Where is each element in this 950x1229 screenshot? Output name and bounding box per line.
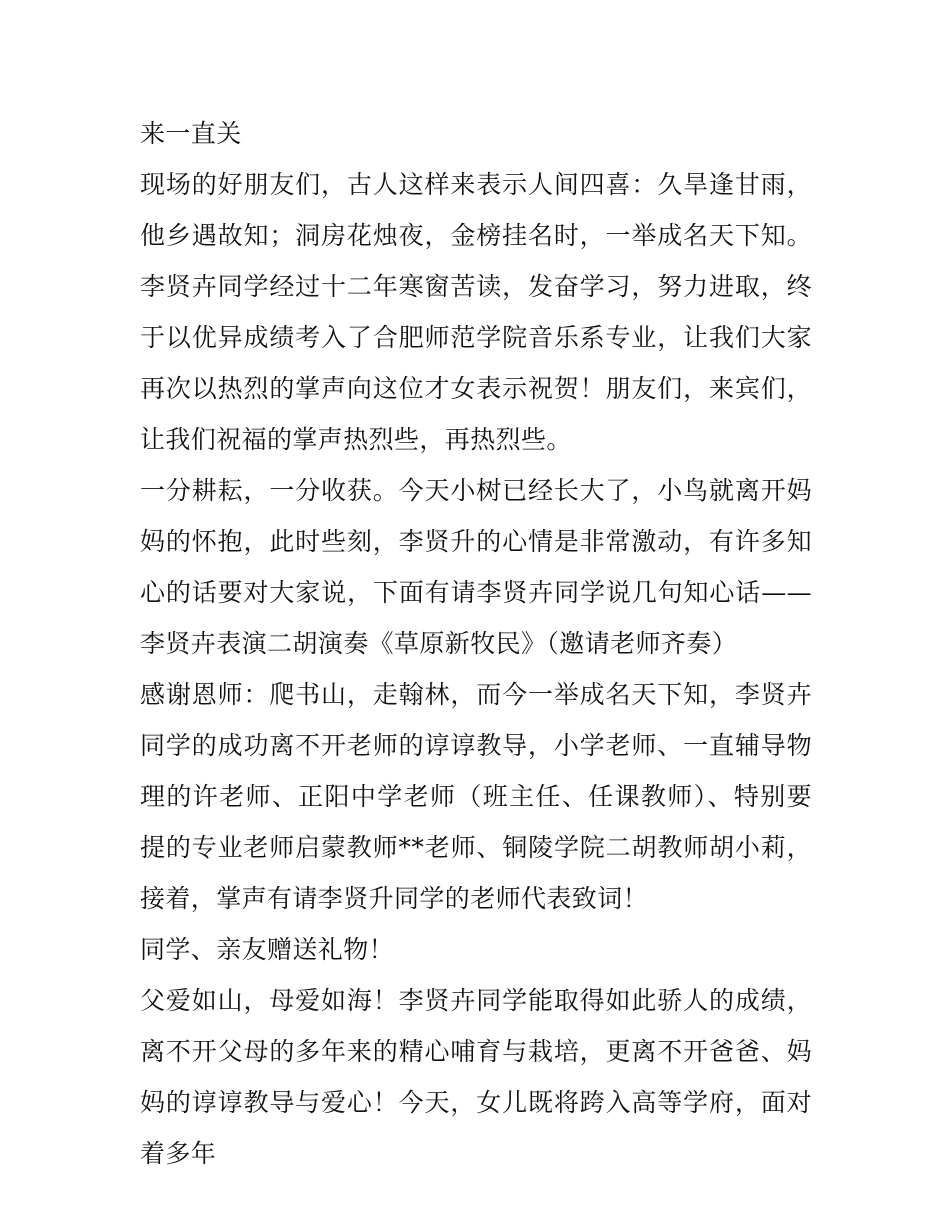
paragraph-thank-teachers: 感谢恩师：爬书山，走翰林，而今一举成名天下知，李贤卉同学的成功离不开老师的谆谆教导，小学老师、一直辅导物理的许老师、正阳中学老师（班主任、任课教师）、特别要提的专业老师启蒙教师**老师、铜陵学院二胡教师胡小莉，接着，掌声有请李贤升同学的老师代表致词！ [140, 680, 812, 913]
paragraph-harvest: 一分耕耘，一分收获。今天小树已经长大了，小鸟就离开妈妈的怀抱，此时些刻，李贤升的心情是非常激动，有许多知心的话要对大家说，下面有请李贤卉同学说几句知心话——李贤卉表演二胡演奏《草原新牧民》（邀请老师齐奏） [140, 476, 812, 658]
paragraph-parents: 父爱如山，母爱如海！李贤卉同学能取得如此骄人的成绩，离不开父母的多年来的精心哺育与栽培，更离不开爸爸、妈妈的谆谆教导与爱心！今天，女儿既将跨入高等学府，面对着多年 [140, 986, 812, 1168]
paragraph-opening: 现场的好朋友们，古人这样来表示人间四喜：久旱逢甘雨，他乡遇故知；洞房花烛夜，金榜挂名时，一举成名天下知。李贤卉同学经过十二年寒窗苦读，发奋学习，努力进取，终于以优异成绩考入了合肥师范学院音乐系专业，让我们大家再次以热烈的掌声向这位才女表示祝贺！朋友们，来宾们，让我们祝福的掌声热烈些，再热烈些。 [140, 170, 812, 454]
paragraph-gifts: 同学、亲友赠送礼物！ [140, 935, 395, 964]
document-body [140, 108, 812, 1179]
paragraph-heading: 来一直关 [140, 119, 242, 148]
